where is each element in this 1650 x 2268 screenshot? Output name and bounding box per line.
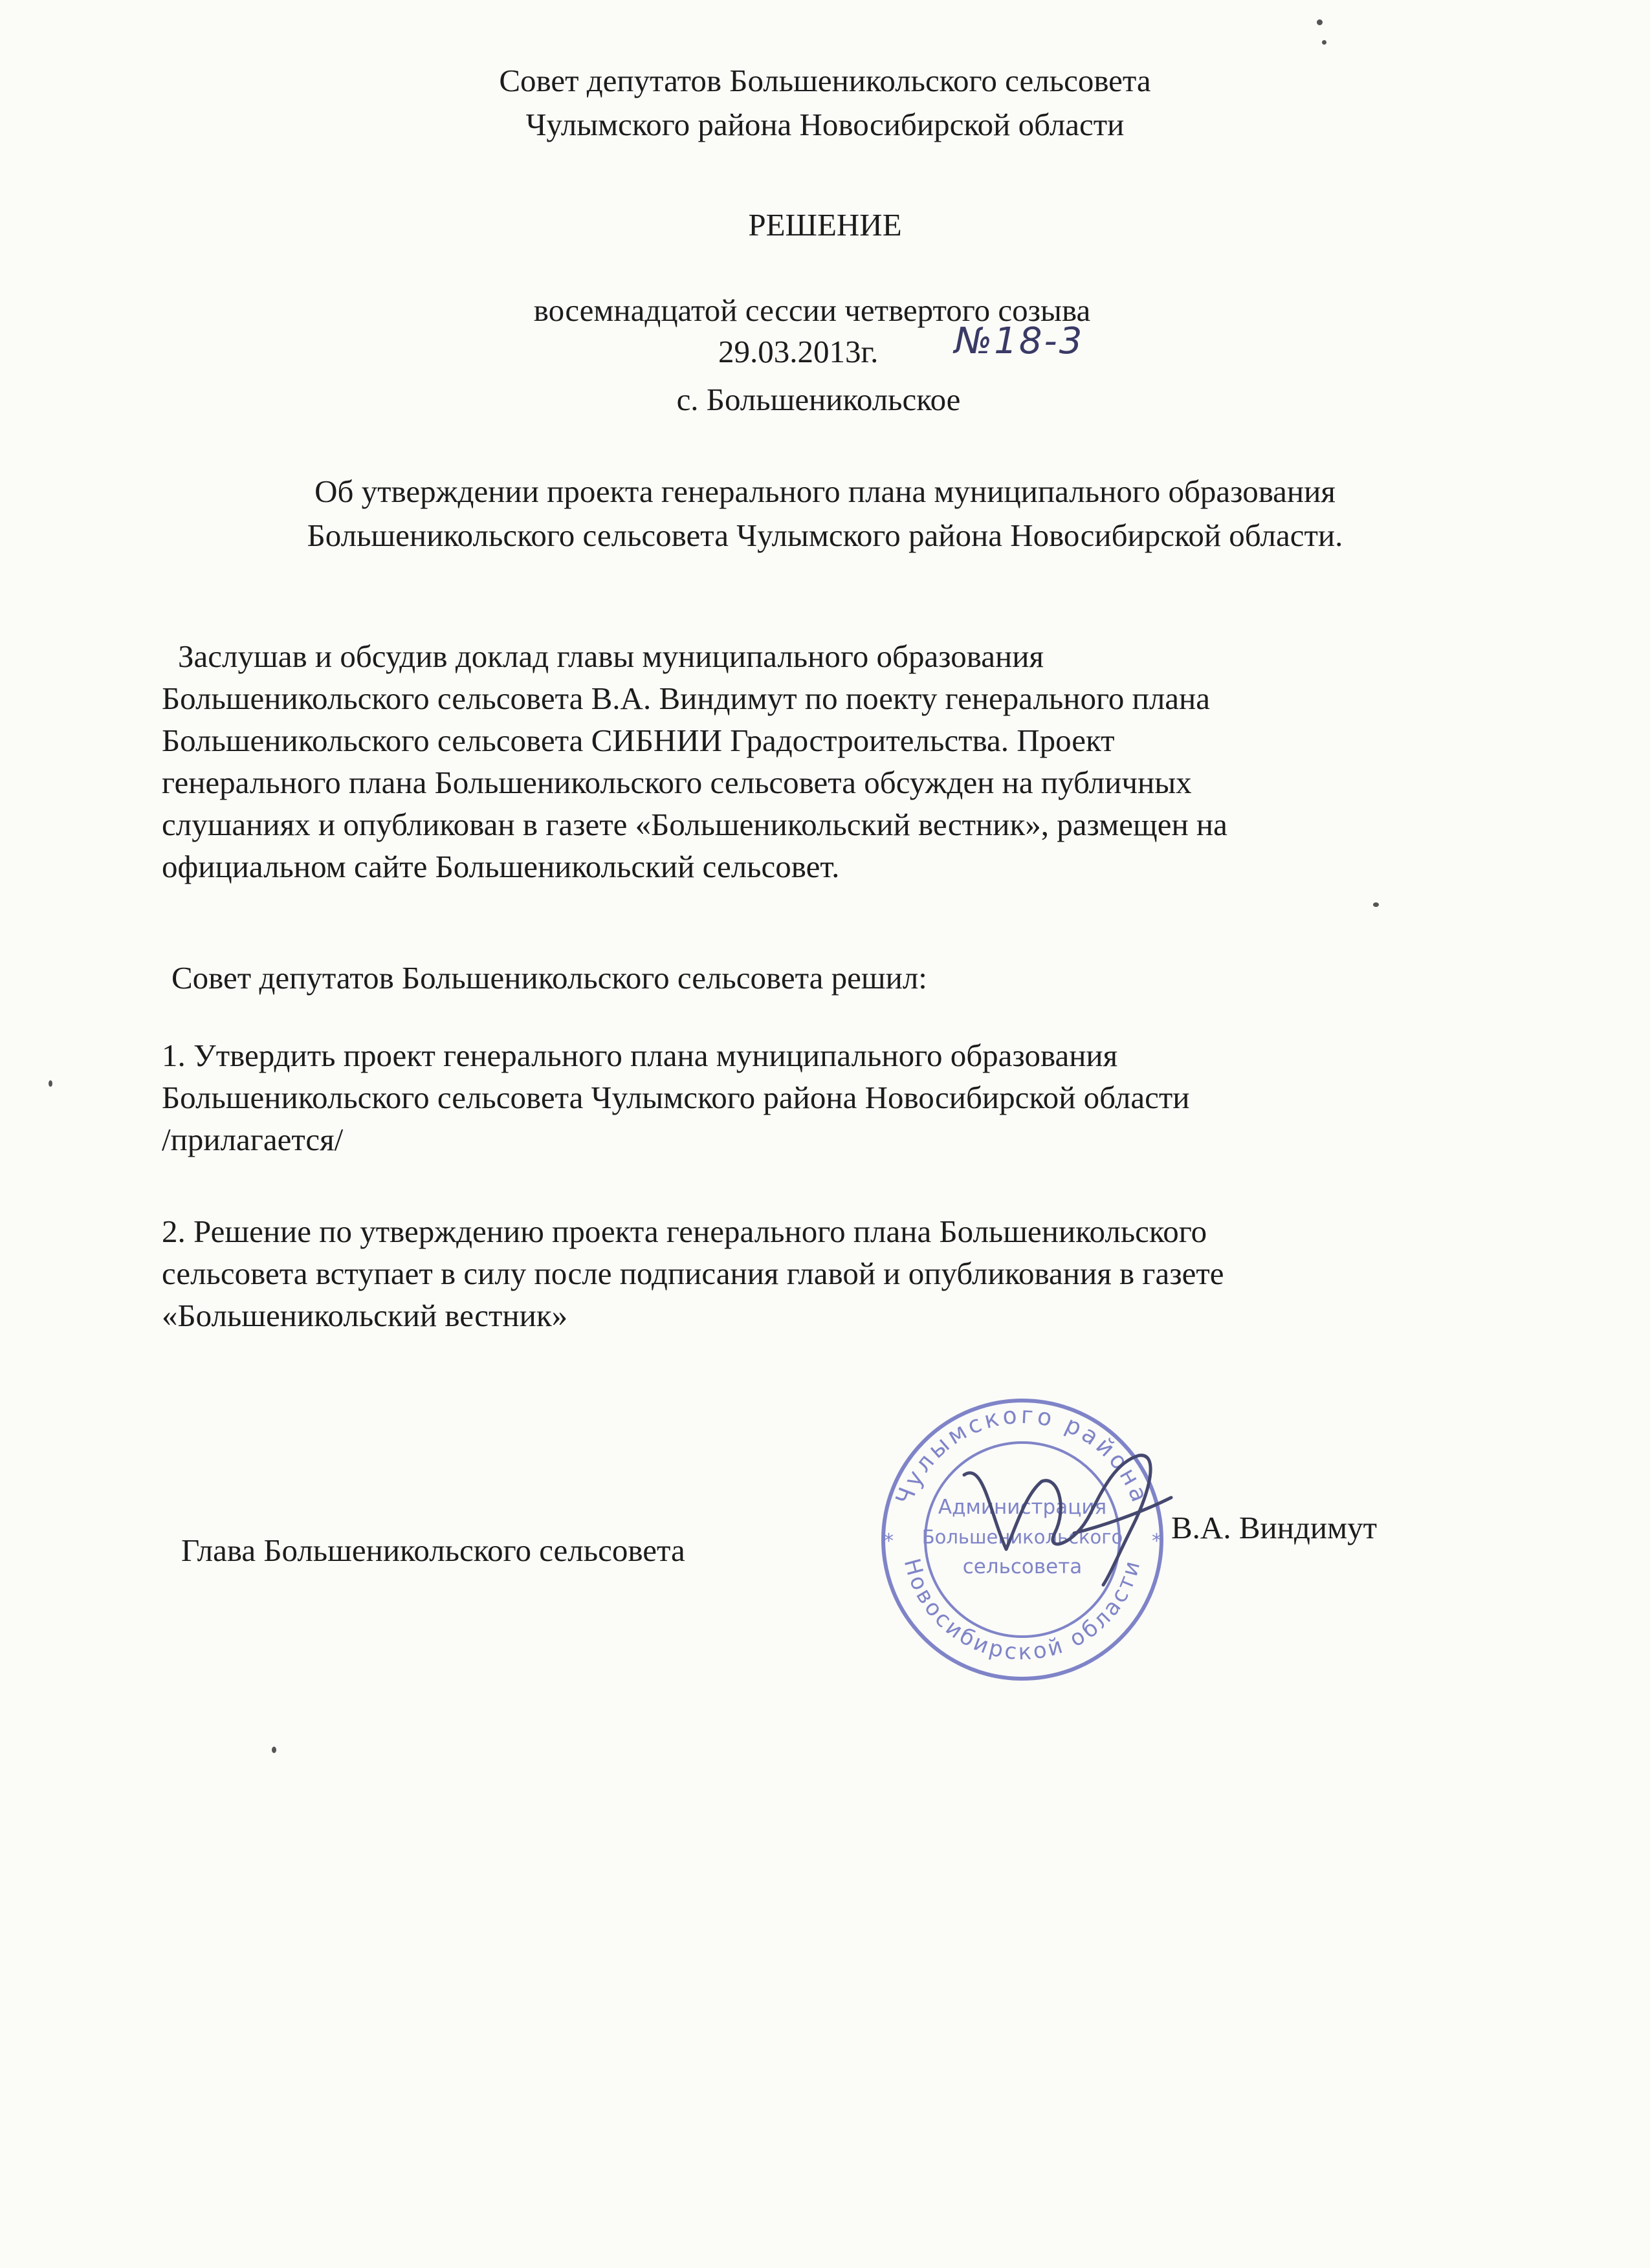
item-line: «Большеникольский вестник» [162, 1298, 568, 1333]
intro-line: слушаниях и опубликован в газете «Большеникольский вестник», размещен на [162, 807, 1227, 842]
item-line: Большеникольского сельсовета Чулымского района Новосибирской области [162, 1080, 1190, 1115]
scan-speck [49, 1080, 52, 1087]
stamp-star-left: * [884, 1530, 894, 1553]
signatory-name: В.А. Виндимут [1171, 1510, 1378, 1545]
scan-speck [1373, 902, 1379, 907]
stamp-outer-bottom-text: Новосибирской области [898, 1556, 1147, 1666]
intro-line: генерального плана Большеникольского сельсовета обсужден на публичных [162, 765, 1192, 800]
place-line: с. Большеникольское [676, 382, 961, 417]
intro-line: Большеникольского сельсовета СИБНИИ Градостроительства. Проект [162, 723, 1115, 758]
resolved-line: Совет депутатов Большеникольского сельсовета решил: [171, 960, 927, 996]
stamp-inner-line-3: сельсовета [962, 1555, 1083, 1578]
document-date: 29.03.2013г. [718, 334, 879, 369]
subject-line-1: Об утверждении проекта генерального плана муниципального образования [314, 474, 1336, 509]
session-line: восемнадцатой сессии четвертого созыва [533, 292, 1091, 328]
stamp-inner-line-1: Администрация [938, 1496, 1107, 1519]
scan-speck [1317, 19, 1323, 25]
document-number-handwritten: №18-3 [954, 320, 1084, 362]
council-name: Совет депутатов Большеникольского сельсовета [499, 63, 1151, 98]
item-line: /прилагается/ [162, 1122, 344, 1157]
item-line: 1. Утвердить проект генерального плана муниципального образования [162, 1038, 1118, 1073]
signature-title: Глава Большеникольского сельсовета [181, 1532, 685, 1568]
district-region: Чулымского района Новосибирской области [525, 107, 1125, 142]
stamp-outer-top-text: Чулымского района [891, 1402, 1154, 1509]
handwritten-signature [945, 1436, 1191, 1591]
scan-speck [272, 1747, 276, 1753]
subject-line-2: Большеникольского сельсовета Чулымского района Новосибирской области. [307, 518, 1343, 553]
intro-line: официальном сайте Большеникольский сельсовет. [162, 849, 840, 884]
stamp-star-right: * [1152, 1530, 1161, 1553]
stamp-inner-line-2: Большеникольского [921, 1526, 1123, 1548]
item-line: сельсовета вступает в силу после подписания главой и опубликования в газете [162, 1256, 1224, 1291]
item-line: 2. Решение по утверждению проекта генерального плана Большеникольского [162, 1214, 1207, 1249]
intro-line: Большеникольского сельсовета В.А. Виндимут по поекту генерального плана [162, 681, 1211, 716]
document-type: РЕШЕНИЕ [748, 207, 902, 243]
scan-speck [1322, 40, 1326, 45]
intro-line: Заслушав и обсудив доклад главы муниципального образования [178, 638, 1044, 674]
